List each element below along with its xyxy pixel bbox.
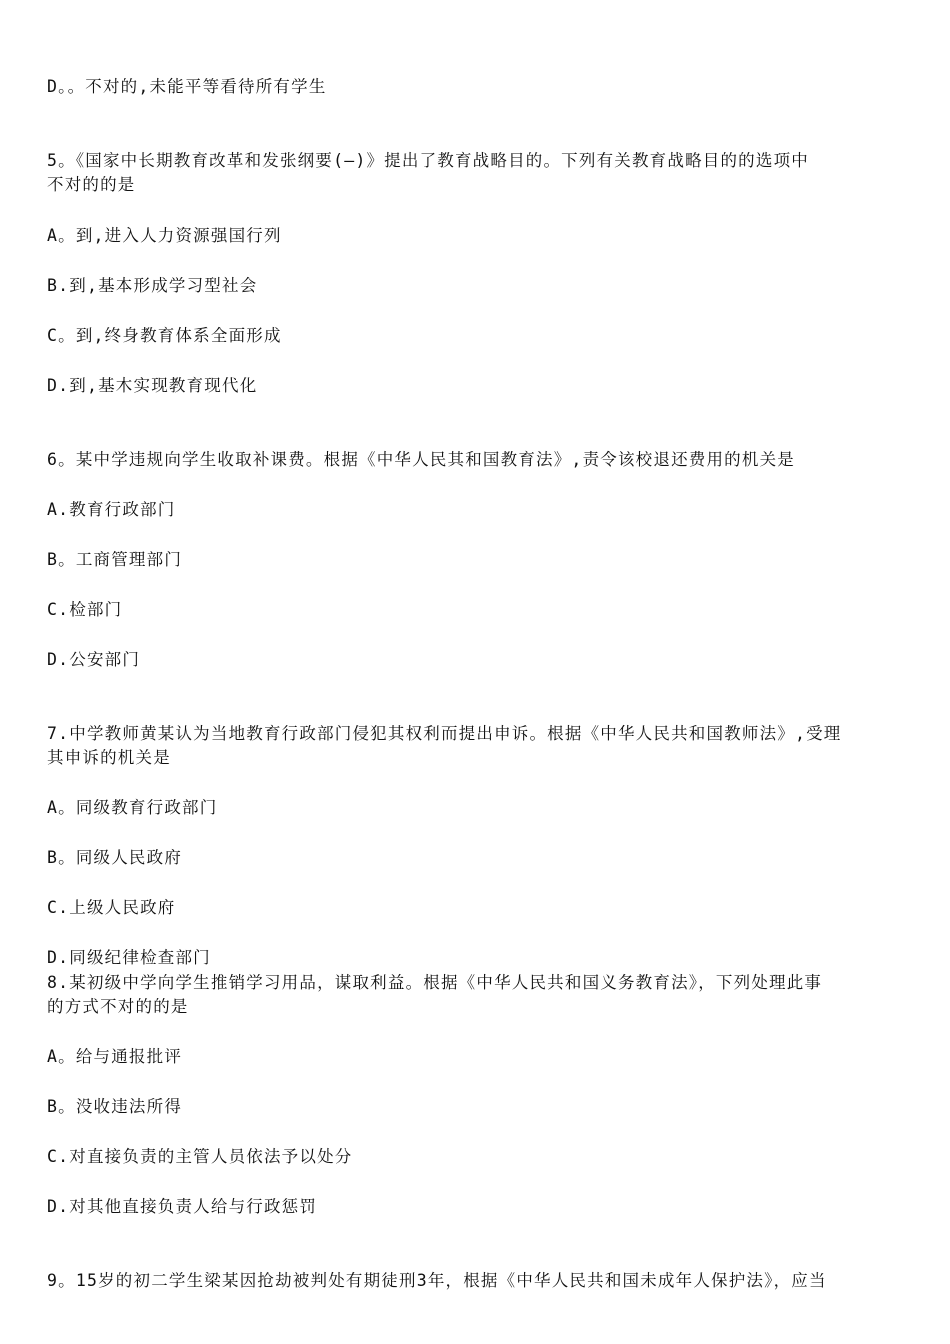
q8-option-d: D.对其他直接负责人给与行政惩罚 (47, 1197, 318, 1216)
q7-option-d: D.同级纪律检查部门 (47, 948, 211, 967)
q8-question-line-2: 的方式不对的的是 (47, 997, 189, 1016)
q6-option-b: B。工商管理部门 (47, 550, 183, 569)
q8-question-line-1: 8.某初级中学向学生推销学习用品，谋取利益。根据《中华人民共和国义务教育法》，下列处理此事 (47, 973, 823, 992)
q6-option-a: A.教育行政部门 (47, 500, 176, 519)
q7-option-c: C.上级人民政府 (47, 898, 176, 917)
q6-question: 6。某中学违规向学生收取补课费。根据《中华人民其和国教育法》,责令该校退还费用的机关是 (47, 450, 795, 469)
q8-option-a: A。给与通报批评 (47, 1047, 183, 1066)
q7-question-line-2: 其申诉的机关是 (47, 748, 171, 767)
q8-option-b: B。没收违法所得 (47, 1097, 183, 1116)
q5-question-line-2: 不对的的是 (47, 175, 136, 194)
q8-option-c: C.对直接负责的主管人员依法予以处分 (47, 1147, 353, 1166)
q7-option-a: A。同级教育行政部门 (47, 798, 218, 817)
q7-question-line-1: 7.中学教师黄某认为当地教育行政部门侵犯其权利而提出申诉。根据《中华人民共和国教师法》,受理 (47, 724, 842, 743)
q5-option-d: D.到,基木实现教育现代化 (47, 376, 258, 395)
q6-option-c: C.检部门 (47, 600, 123, 619)
q5-question-line-1: 5。《国家中长期教育改革和发张纲要(—)》提出了教育战略目的。下列有关教育战略目的的选项中 (47, 151, 809, 170)
q5-option-c: C。到,终身教育体系全面形成 (47, 326, 282, 345)
q9-question-line-1: 9。15岁的初二学生梁某因抢劫被判处有期徒刑3年，根据《中华人民共和国未成年人保护法》，应当 (47, 1271, 827, 1290)
q5-option-a: A。到,进入人力资源强国行列 (47, 226, 282, 245)
q6-option-d: D.公安部门 (47, 650, 141, 669)
q4-option-d: D。。不对的,未能平等看待所有学生 (47, 77, 327, 96)
q7-option-b: B。同级人民政府 (47, 848, 183, 867)
q5-option-b: B.到,基本形成学习型社会 (47, 276, 258, 295)
